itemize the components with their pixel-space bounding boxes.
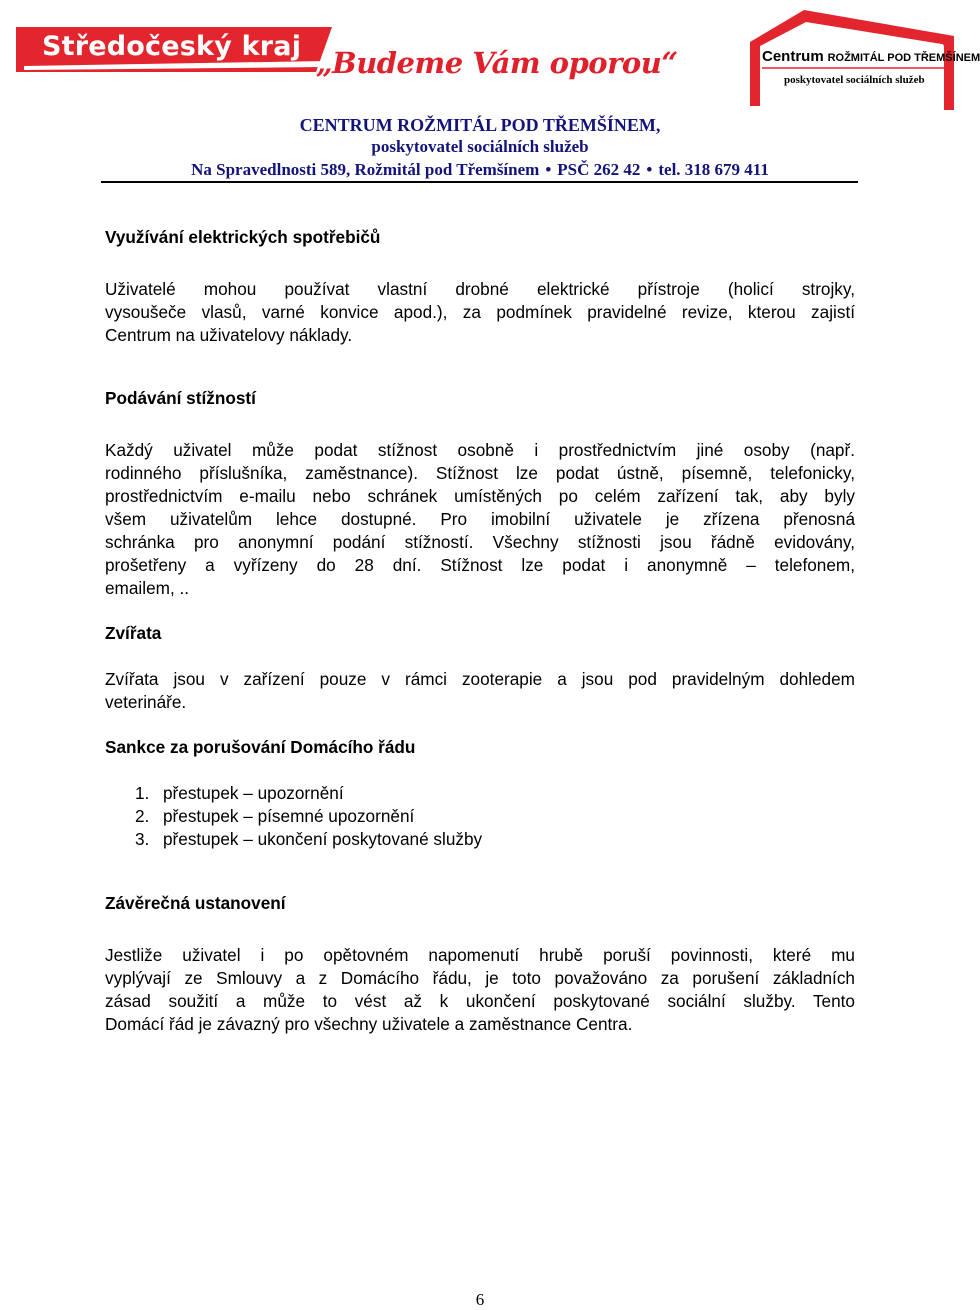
paragraph-line: vyplývají ze Smlouvy a z Domácího řádu, je toto považováno za porušení základních — [105, 968, 855, 988]
paragraph-line: Centrum na uživatelovy náklady. — [105, 325, 353, 345]
list-item: 3. přestupek – ukončení poskytované služby — [135, 829, 483, 849]
slogan: „Budeme Vám oporou“ — [316, 46, 678, 80]
center-logo-title — [762, 48, 980, 65]
section-heading-animals: Zvířata — [105, 623, 162, 643]
paragraph-line: zásad soužití a může to vést až k ukončení poskytované sociální služby. Tento — [105, 991, 855, 1011]
paragraph-line: vysoušeče vlasů, varné konvice apod.), za podmínek pravidelné revize, kterou zajistí — [105, 302, 855, 322]
paragraph-line: schránka pro anonymní podání stížností. Všechny stížnosti jsou řádně evidovány, — [105, 532, 855, 552]
paragraph-line: veterináře. — [105, 692, 187, 712]
paragraph-line: všem uživatelům lehce dostupné. Pro imobilní uživatele je zřízena přenosná — [105, 509, 855, 529]
region-name: Středočeský kraj — [42, 31, 302, 62]
center-logo — [748, 6, 980, 110]
organization-header — [100, 114, 860, 182]
section-heading-final: Závěrečná ustanovení — [105, 893, 286, 913]
bullet-separator: • — [545, 160, 552, 179]
organization-phone: tel. 318 679 411 — [658, 160, 769, 179]
region-logo-banner — [16, 27, 332, 72]
paragraph-line: Každý uživatel může podat stížnost osobně i prostřednictvím jiné osoby (např. — [105, 440, 855, 460]
center-logo-centrum: Centrum — [762, 48, 824, 65]
paragraph-line: emailem, .. — [105, 578, 190, 598]
paragraph-line: Uživatelé mohou používat vlastní drobné elektrické přístroje (holicí strojky, — [105, 279, 855, 299]
paragraph-line: prošetřeny a vyřízeny do 28 dní. Stížnost lze podat i anonymně – telefonem, — [105, 555, 855, 575]
organization-name: CENTRUM ROŽMITÁL POD TŘEMŠÍNEM, — [299, 115, 661, 135]
paragraph-line: Domácí řád je závazný pro všechny uživatele a zaměstnance Centra. — [105, 1014, 633, 1034]
paragraph-line: rodinného příslušníka, zaměstnance). Stížnost lze podat ústně, písemně, telefonicky, — [105, 463, 855, 483]
paragraph-line: prostřednictvím e-mailu nebo schránek umístěných po celém zařízení tak, aby byly — [105, 486, 855, 506]
section-heading-electric: Využívání elektrických spotřebičů — [105, 227, 381, 247]
header-divider — [101, 181, 858, 183]
list-item: 1. přestupek – upozornění — [135, 783, 344, 803]
center-logo-subtitle: poskytovatel sociálních služeb — [784, 74, 925, 86]
center-logo-town: ROŽMITÁL POD TŘEMŠÍNEM — [827, 52, 980, 64]
organization-address-line — [100, 158, 860, 182]
section-heading-sanctions: Sankce za porušování Domácího řádu — [105, 737, 416, 757]
bullet-separator: • — [646, 160, 653, 179]
page-number: 6 — [475, 1290, 485, 1309]
sanctions-list — [105, 782, 855, 851]
list-item: 2. přestupek – písemné upozornění — [135, 806, 415, 826]
organization-address: Na Spravedlnosti 589, Rožmitál pod Třemšínem — [191, 160, 540, 179]
section-heading-complaints: Podávání stížností — [105, 388, 256, 408]
paragraph-line: Zvířata jsou v zařízení pouze v rámci zooterapie a jsou pod pravidelným dohledem — [105, 669, 855, 689]
document-body — [105, 226, 855, 1036]
organization-subtitle: poskytovatel sociálních služeb — [371, 137, 589, 156]
organization-postcode: PSČ 262 42 — [557, 160, 641, 179]
paragraph-line: Jestliže uživatel i po opětovném napomenutí hrubě poruší povinnosti, které mu — [105, 945, 855, 965]
